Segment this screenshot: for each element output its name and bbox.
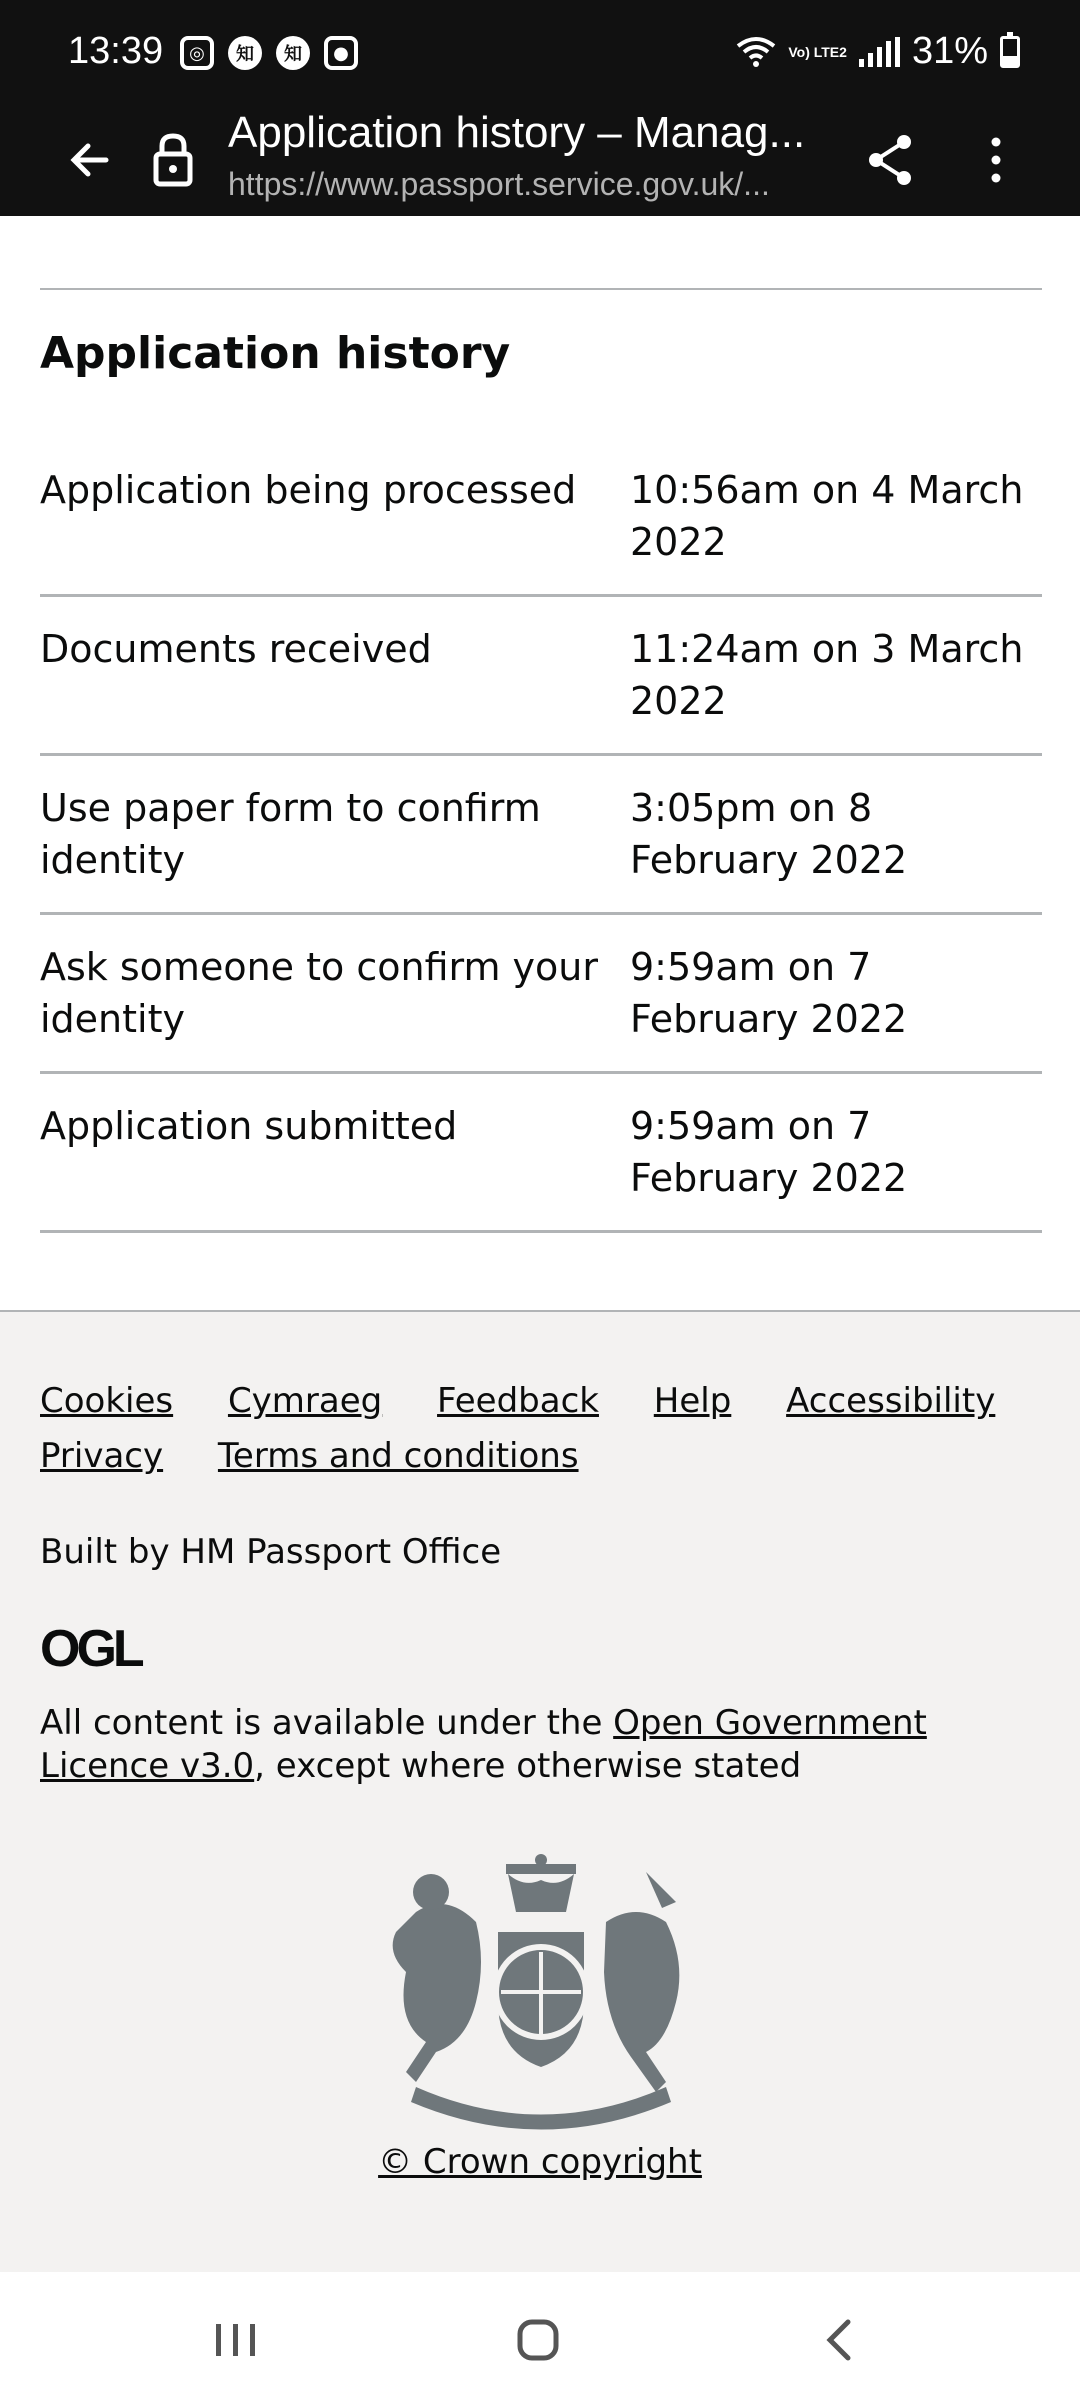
licence-prefix: All content is available under the bbox=[40, 1703, 614, 1743]
notification-icons bbox=[180, 36, 358, 70]
history-time: 9:59am on 7 February 2022 bbox=[630, 1104, 908, 1200]
history-row bbox=[40, 438, 1042, 597]
status-time: 13:39 bbox=[68, 30, 164, 72]
system-navigation-bar bbox=[0, 2272, 1080, 2400]
back-arrow-icon[interactable] bbox=[60, 130, 120, 190]
history-event: Application submitted bbox=[40, 1104, 458, 1148]
history-row bbox=[40, 915, 1042, 1074]
history-time: 11:24am on 3 March 2022 bbox=[630, 627, 1024, 723]
history-event: Ask someone to confirm your identity bbox=[40, 945, 598, 1041]
wifi-icon bbox=[736, 36, 776, 68]
history-time: 10:56am on 4 March 2022 bbox=[630, 468, 1024, 564]
system-indicators bbox=[736, 30, 1020, 73]
footer-link-help[interactable]: Help bbox=[653, 1381, 732, 1421]
page-title[interactable]: Application history – Manag... bbox=[228, 108, 806, 157]
home-icon[interactable] bbox=[508, 2310, 568, 2370]
footer-link-terms[interactable]: Terms and conditions bbox=[217, 1436, 579, 1476]
more-options-icon[interactable] bbox=[976, 132, 1016, 188]
history-row bbox=[40, 1074, 1042, 1233]
built-by-text: Built by HM Passport Office bbox=[40, 1532, 502, 1572]
history-event: Use paper form to confirm identity bbox=[40, 786, 541, 882]
history-row bbox=[40, 756, 1042, 915]
back-icon[interactable] bbox=[810, 2310, 870, 2370]
history-row bbox=[40, 597, 1042, 756]
browser-toolbar bbox=[0, 108, 1080, 216]
zhihu-icon: 知 bbox=[228, 36, 262, 70]
address-bar-url[interactable]: https://www.passport.service.gov.uk/... bbox=[228, 166, 770, 202]
history-time: 3:05pm on 8 February 2022 bbox=[630, 786, 908, 882]
ogl-logo bbox=[40, 1622, 150, 1672]
volte-indicator: Vo) LTE2 bbox=[788, 43, 847, 60]
battery-percent: 31% bbox=[911, 30, 988, 72]
history-event: Documents received bbox=[40, 627, 432, 671]
footer-link-accessibility[interactable]: Accessibility bbox=[786, 1381, 996, 1421]
crown-copyright-link[interactable]: © Crown copyright bbox=[378, 2142, 702, 2182]
footer-link-cookies[interactable]: Cookies bbox=[40, 1381, 174, 1421]
footer-link-feedback[interactable]: Feedback bbox=[437, 1381, 599, 1421]
footer-link-privacy[interactable]: Privacy bbox=[40, 1436, 164, 1476]
section-divider bbox=[40, 288, 1042, 290]
open-government-licence-link[interactable]: Open Government Licence v3.0 bbox=[40, 1703, 927, 1786]
recent-apps-icon[interactable] bbox=[206, 2310, 266, 2370]
licence-text bbox=[40, 1702, 1040, 1788]
battery-icon bbox=[1000, 36, 1020, 68]
section-heading: Application history bbox=[40, 328, 511, 379]
history-event: Application being processed bbox=[40, 468, 577, 512]
instagram-icon: ◎ bbox=[180, 36, 214, 70]
zhihu-icon: 知 bbox=[276, 36, 310, 70]
footer-links bbox=[40, 1374, 1040, 1484]
ogl-logo-text: OGL bbox=[40, 1622, 141, 1672]
application-history-list bbox=[40, 438, 1042, 1233]
signal-icon bbox=[859, 37, 900, 67]
clock-app-icon: ● bbox=[324, 36, 358, 70]
copyright bbox=[0, 2142, 1080, 2182]
footer-link-cymraeg[interactable]: Cymraeg bbox=[227, 1381, 383, 1421]
history-time: 9:59am on 7 February 2022 bbox=[630, 945, 908, 1041]
licence-suffix: , except where otherwise stated bbox=[254, 1746, 802, 1786]
lock-icon[interactable] bbox=[148, 130, 198, 190]
status-bar bbox=[0, 0, 1080, 108]
share-icon[interactable] bbox=[866, 132, 916, 188]
page-footer bbox=[0, 1310, 1080, 2272]
royal-coat-of-arms bbox=[376, 1852, 706, 2132]
